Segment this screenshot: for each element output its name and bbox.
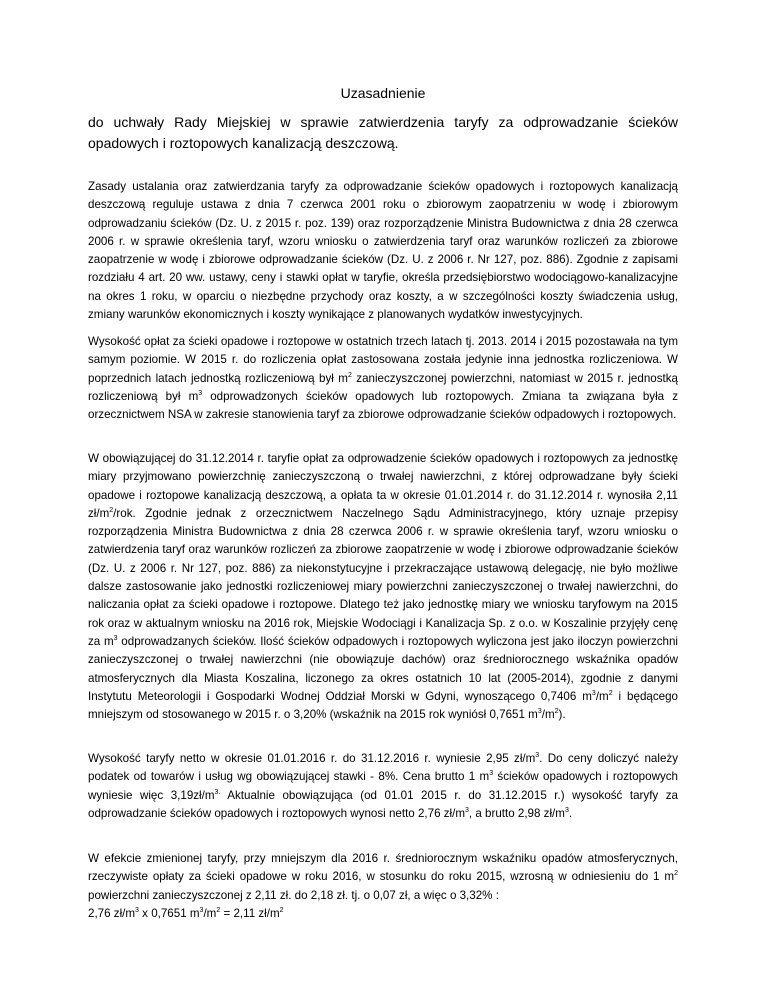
paragraph-unit-change: W obowiązującej do 31.12.2014 r. taryfie opłat za odprowadzenie ścieków opadowych i roztopowych za jednostkę miary przyjmowano powierzchnię zanieczyszczoną o trwałej nawierzchni, z której odprowadzane były ścieki opadowe i roztopowe kanalizacją deszczową, a opłata ta w okresie 01.01.2014 r. do 31.12.2014 r. wynosiła 2,11 $zł/m^2$/rok. Zgodnie jednak z orzecznictwem Naczelnego Sądu Administracyjnego, który uznaje przepisy rozporządzenia Ministra Budownictwa z dnia 28 czerwca 2006 r. w sprawie określenia taryf, wzoru wniosku o zatwierdzenia taryf oraz warunków rozliczeń za zbiorowe zaopatrzenie w wodę i zbiorowe odprowadzanie ścieków (Dz. U. z 2006 r. Nr 127, poz. 886) za niekonstytucyjne i przekraczające ustawową delegację, nie było możliwe dalsze zastosowanie jako jednostki rozliczeniowej miary powierzchni zanieczyszczonej o trwałej nawierzchni, do naliczania opłat za ścieki opadowe i roztopowe. Dlatego też jako jednostkę miary we wniosku taryfowym na 2015 rok oraz w aktualnym wniosku na 2016 rok, Miejskie Wodociągi i Kanalizacja Sp. z o.o. w Koszalinie przyjęły cenę za $m^3$ odprowadzanych ścieków. Ilość ścieków odpadowych i roztopowych wyliczona jest jako iloczyn powierzchni zanieczyszczonej o trwałej nawierzchni (nie obowiązuje dachów) oraz średniorocznego wskaźnika opadów atmosferycznych dla Miasta Koszalina, liczonego za okres ostatnich 10 lat (2005-2014), zgodnie z danymi Instytutu Meteorologii i Gospodarki Wodnej Oddział Morski w Gdyni, wynoszącego 0,7406 $m^3/m^2$ i będącego mniejszym od stosowanego w 2015 r. o 3,20% (wskaźnik na 2015 rok wyniósł 0,7651 $m^3/m^2$). [88,452,679,722]
paragraph-effect: W efekcie zmienionej taryfy, przy mniejszym dla 2016 r. średniorocznym wskaźniku opadów atmosferycznych, rzeczywiste opłaty za ścieki opadowe w roku 2016, w stosunku do roku 2015, wzrosną w odniesieniu do 1 $m^2$ powierzchni zanieczyszczonej z 2,11 zł. do 2,18 zł. tj. o 0,07 zł, a więc o 3,32% : 2,76 $zł/m^3$ x 0,7651 $m^3/m^2 = 2,11$ $zł/m^2$ [88,852,678,920]
calculation-formula: 2,76 $zł/m^3$ x 0,7651 $m^3/m^2 = 2,11$ $zł/m^2$ [88,906,284,920]
paragraph-fee-history: Wysokość opłat za ścieki opadowe i roztopowe w ostatnich trzech latach tj. 2013. 2014 i 2015 pozostawała na tym samym poziomie. W 2015 r. do rozliczenia opłat zastosowana została jedynie inna jednostka rozliczeniowa. W poprzednich latach jednostką rozliczeniową był $m^2$ zanieczyszczonej powierzchni, natomiast w 2015 r. jednostką rozliczeniową był $m^3$ odprowadzonych ścieków opadowych lub roztopowych. Zmiana ta związana była z orzecznictwem NSA w zakresie stanowienia taryf za zbiorowe odprowadzanie ścieków odpadowych i roztopowych. [88,335,678,422]
resolution-subject: do uchwały Rady Miejskiej w sprawie zatwierdzenia taryfy za odprowadzanie ścieków opadowych i roztopowych kanalizacją deszczową. [88,114,678,151]
paragraph-legal-basis: Zasady ustalania oraz zatwierdzania taryfy za odprowadzanie ścieków opadowych i roztopowych kanalizacją deszczową reguluje ustawa z dnia 7 czerwca 2001 roku o zbiorowym zaopatrzeniu w wodę i zbiorowym odprowadzaniu ścieków (Dz. U. z 2015 r. poz. 139) oraz rozporządzenie Ministra Budownictwa z dnia 28 czerwca 2006 r. w sprawie określenia taryf, wzoru wniosku o zatwierdzenia taryf oraz warunków rozliczeń za zbiorowe zaopatrzenie w wodę i zbiorowe odprowadzanie ścieków (Dz. U. z 2006 r. Nr 127, poz. 886). Zgodnie z zapisami rozdziału 4 art. 20 ww. ustawy, ceny i stawki opłat w taryfie, określa przedsiębiorstwo wodociągowo-kanalizacyjne na okres 1 roku, w oparciu o niezbędne przychody oraz koszty, a w szczególności koszty świadczenia usług, zmiany warunków ekonomicznych i koszty wynikające z planowanych wydatków inwestycyjnych. [88,180,678,322]
document-title: Uzasadnienie [340,85,426,101]
paragraph-tariff-amount: Wysokość taryfy netto w okresie 01.01.2016 r. do 31.12.2016 r. wyniesie 2,95 $zł/m^3$. Do ceny doliczyć należy podatek od towarów i usług wg obowiązującej stawki - 8%. Cena brutto 1 $m^3$ ścieków opadowych i roztopowych wyniesie więc $3,19zł/m^{3.}$ Aktualnie obowiązująca (od 01.01 2015 r. do 31.12.2015 r.) wysokość taryfy za odprowadzanie ścieków opadowych i roztopowych wynosi netto 2,76 $zł/m^3$, a brutto 2,98 $zł/m^3$. [88,752,678,820]
